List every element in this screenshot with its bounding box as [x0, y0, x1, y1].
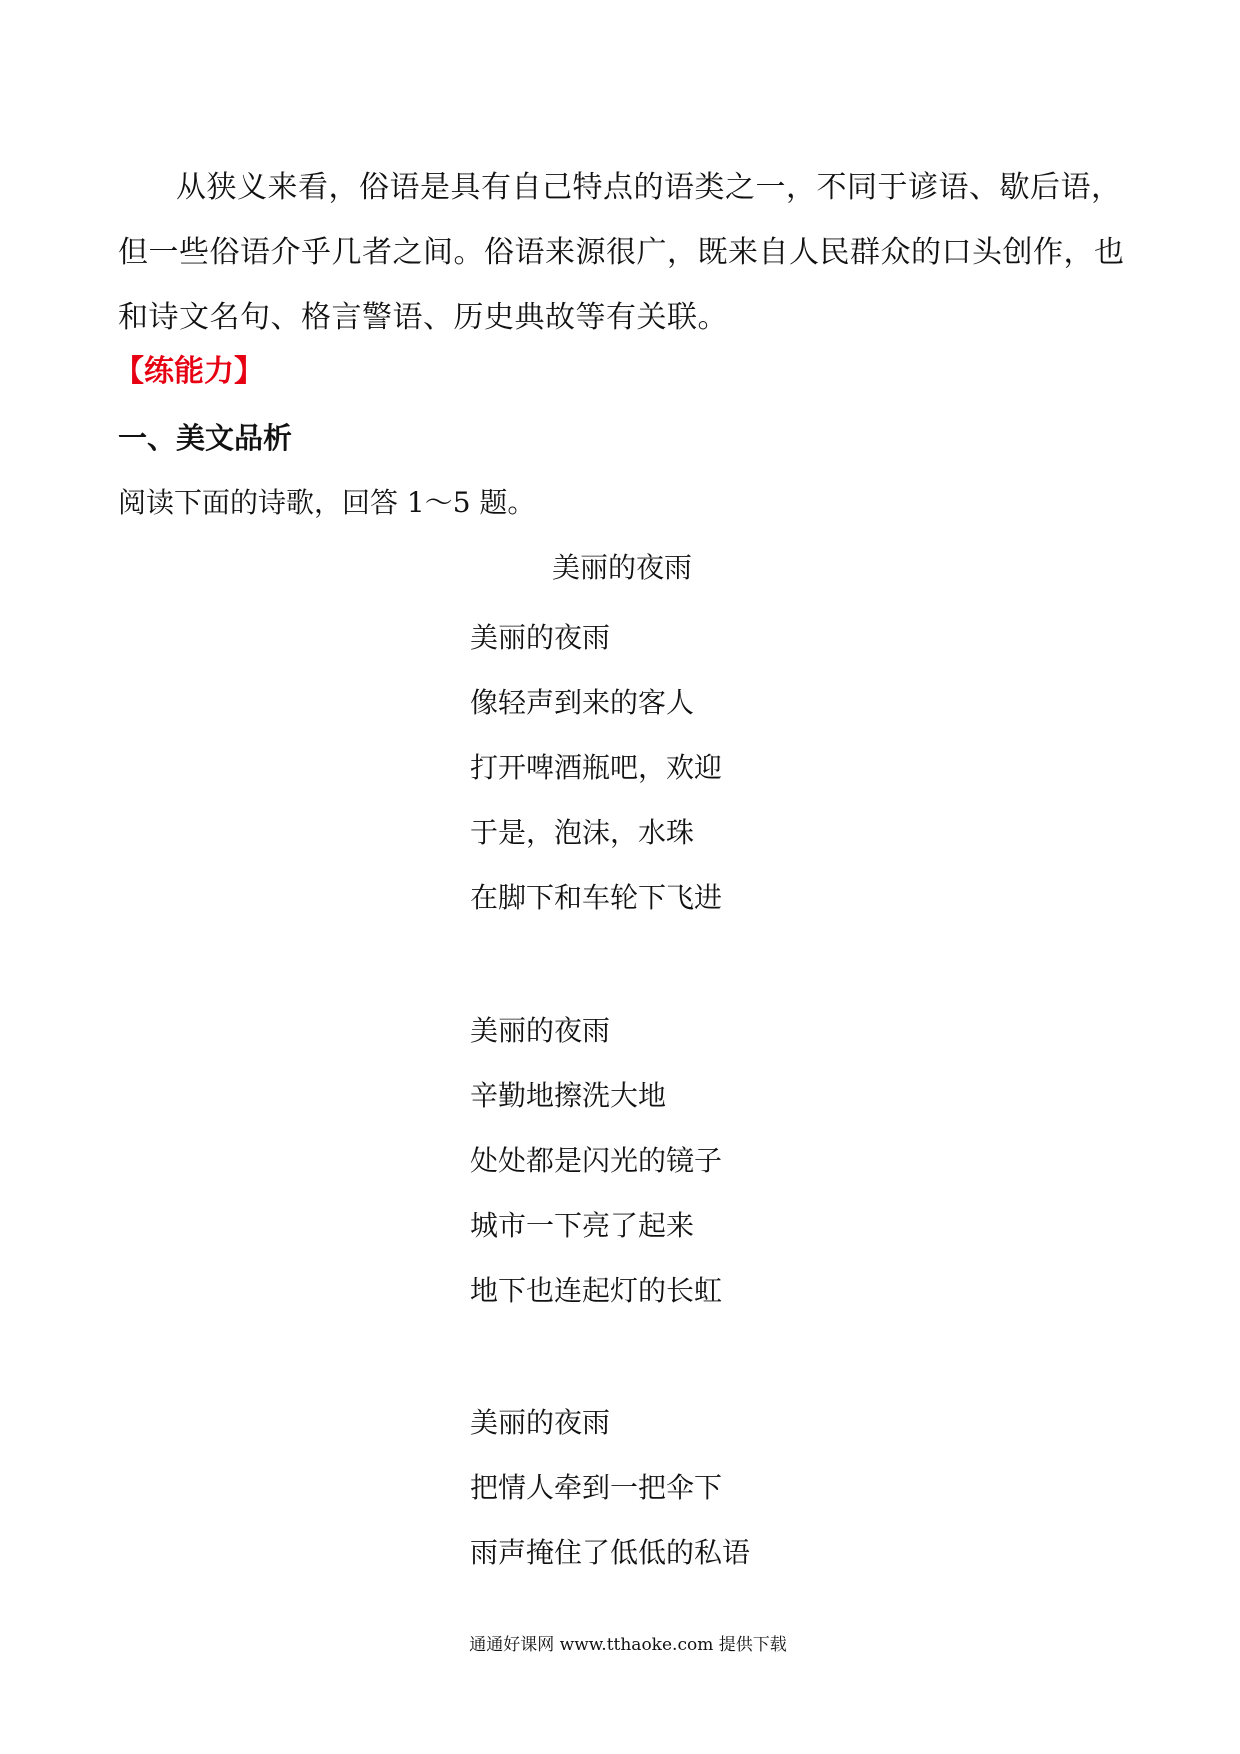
poem-line: 地下也连起灯的长虹 — [470, 1274, 723, 1307]
poem-stanza — [470, 1390, 750, 1585]
poem-line: 把情人牵到一把伞下 — [470, 1471, 723, 1504]
poem-line: 辛勤地擦洗大地 — [470, 1079, 667, 1112]
poem-line: 雨声掩住了低低的私语 — [470, 1536, 751, 1569]
intro-paragraph: 从狭义来看，俗语是具有自己特点的语类之一，不同于谚语、歇后语，但一些俗语介乎几者之间。俗语来源很广，既来自人民群众的口头创作，也和诗文名句、格言警语、历史典故等有关联。 — [118, 170, 1125, 335]
poem-line: 于是，泡沫，水珠 — [470, 816, 695, 849]
question-instruction: 阅读下面的诗歌，回答 1～5 题。 — [118, 486, 536, 519]
section-tag: 【练能力】 — [114, 354, 264, 389]
poem-line: 像轻声到来的客人 — [470, 686, 695, 719]
section-heading: 一、美文品析 — [118, 421, 293, 455]
poem-line: 城市一下亮了起来 — [470, 1209, 695, 1242]
poem-title-text: 美丽的夜雨 — [551, 551, 692, 584]
poem-line: 打开啤酒瓶吧，欢迎 — [470, 751, 723, 784]
poem-line: 处处都是闪光的镜子 — [470, 1144, 723, 1177]
poem-line: 在脚下和车轮下飞进 — [470, 881, 723, 914]
poem-line: 美丽的夜雨 — [470, 1406, 611, 1439]
poem-title — [0, 548, 1240, 588]
poem-line: 美丽的夜雨 — [470, 621, 611, 654]
poem-stanza — [470, 998, 722, 1323]
page-footer — [0, 1632, 1240, 1658]
poem-line: 美丽的夜雨 — [470, 1014, 611, 1047]
poem-stanza — [470, 605, 722, 930]
footer-text: 通通好课网 www.tthaoke.com 提供下载 — [469, 1635, 787, 1655]
